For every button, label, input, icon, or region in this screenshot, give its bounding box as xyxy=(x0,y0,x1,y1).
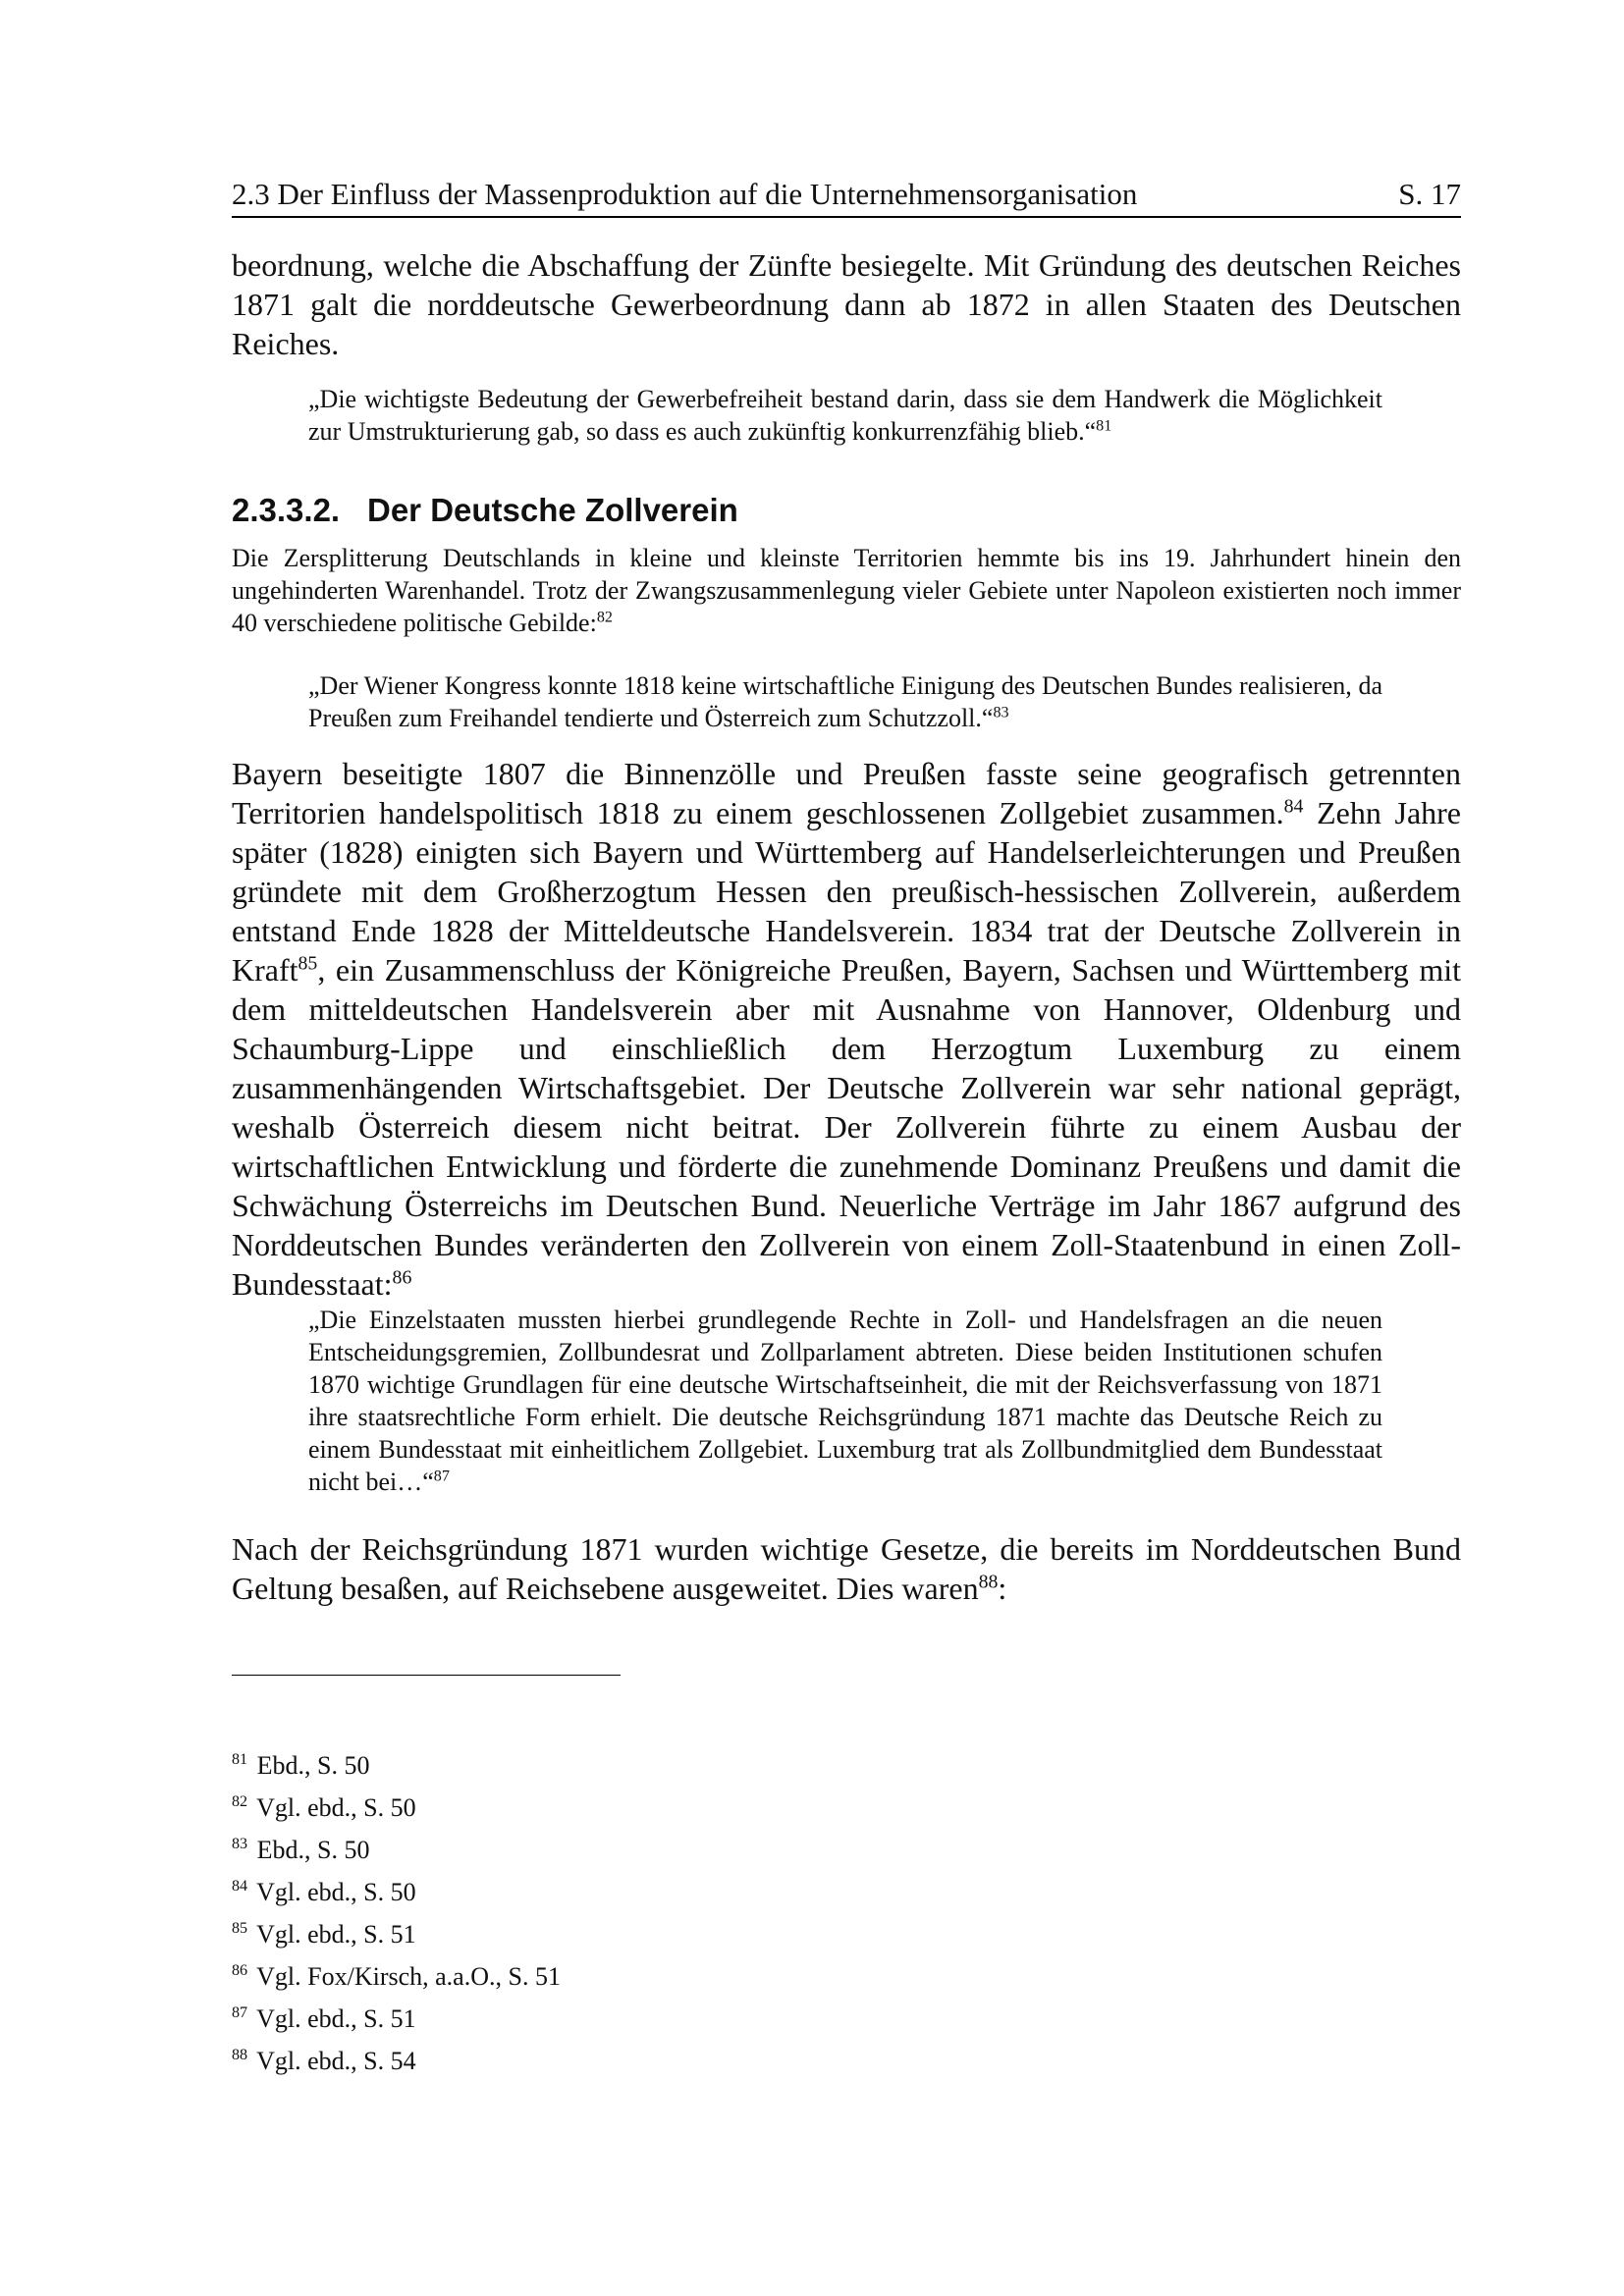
block-quote-1 xyxy=(308,383,1382,448)
footnote xyxy=(232,1744,1017,1787)
quote-1-text: „Die wichtigste Bedeutung der Gewerbefreiheit bestand darin, dass sie dem Handwerk die Möglichkeit zur Umstrukturierung gab, so dass es auch zukünftig konkurrenzfähig blieb.“ xyxy=(308,385,1382,446)
footnote-text: Ebd., S. 50 xyxy=(256,1836,370,1864)
footnote-text: Vgl. ebd., S. 54 xyxy=(256,2047,416,2075)
footnote-text: Vgl. ebd., S. 51 xyxy=(256,2004,416,2033)
footnote xyxy=(232,1955,1017,1998)
footnote-text: Vgl. ebd., S. 50 xyxy=(256,1793,416,1822)
section-heading xyxy=(232,489,738,532)
paragraph-2-part-2: Zehn Jahre später (1828) einigten sich Bayern und Württemberg auf Handelserleichterungen und Preußen gründete mit dem Großherzogtum Hessen den preußisch-hessischen Zollverein, außerdem entstand Ende 1828 der Mitteldeutsche Handelsverein. 1834 trat der Deutsche Zollverein in Kraft xyxy=(232,795,1461,988)
footnote-number: 85 xyxy=(232,1920,248,1938)
block-quote-3 xyxy=(308,1304,1382,1498)
intro-text: beordnung, welche die Abschaffung der Zünfte besiegelte. Mit Gründung des deutschen Reiches 1871 galt die norddeutsche Gewerbeordnung dann ab 1872 in allen Staaten des Deutschen Reiches. xyxy=(232,247,1461,361)
footnote-list xyxy=(232,1744,1017,2082)
footnote-text: Vgl. ebd., S. 50 xyxy=(256,1878,416,1906)
footnote-ref-84[interactable]: 84 xyxy=(1283,795,1304,818)
paragraph-1-text: Die Zersplitterung Deutschlands in kleine und kleinste Territorien hemmte bis ins 19. Jahrhundert hinein den ungehinderten Warenhandel. Trotz der Zwangszusammenlegung vieler Gebiete unter Napoleon existierten noch immer 40 verschiedene politische Gebilde: xyxy=(232,544,1461,637)
section-number: 2.3.3.2. xyxy=(232,492,341,528)
footnote-separator xyxy=(232,1675,621,1676)
footnote-ref-81[interactable]: 81 xyxy=(1096,417,1112,435)
footnote-ref-87[interactable]: 87 xyxy=(433,1468,450,1485)
page-number: S. 17 xyxy=(1398,177,1461,211)
footnote xyxy=(232,1913,1017,1955)
footnote-number: 86 xyxy=(232,1962,248,1980)
footnote-number: 81 xyxy=(232,1751,248,1769)
running-header xyxy=(232,173,1461,218)
paragraph-2 xyxy=(232,754,1461,1304)
footnote-number: 82 xyxy=(232,1793,248,1811)
footnote xyxy=(232,1871,1017,1913)
footnote-text: Ebd., S. 50 xyxy=(256,1751,370,1780)
footnote xyxy=(232,2040,1017,2082)
footnote xyxy=(232,1998,1017,2040)
paragraph-2-part-3: , ein Zusammenschluss der Königreiche Preußen, Bayern, Sachsen und Württemberg mit dem mitteldeutschen Handelsverein aber mit Ausnahme von Hannover, Oldenburg und Schaumburg-Lippe und einschließlich dem Herzogtum Luxemburg zu einem zusammenhängenden Wirtschaftsgebiet. Der Deutsche Zollverein war sehr national geprägt, weshalb Österreich diesem nicht beitrat. Der Zollverein führte zu einem Ausbau der wirtschaftlichen Entwicklung und förderte die zunehmende Dominanz Preußens und damit die Schwächung Österreichs im Deutschen Bund. Neuerliche Verträge im Jahr 1867 aufgrund des Norddeutschen Bundes veränderten den Zollverein von einem Zoll-Staatenbund in einen Zoll-Bundesstaat: xyxy=(232,952,1461,1302)
block-quote-2 xyxy=(308,669,1382,734)
quote-3-text: „Die Einzelstaaten mussten hierbei grundlegende Rechte in Zoll- und Handelsfragen an die neuen Entscheidungsgremien, Zollbundesrat und Zollparlament abtreten. Diese beiden Institutionen schufen 1870 wichtige Grundlagen für eine deutsche Wirtschaftseinheit, die mit der Reichsverfassung von 1871 ihre staatsrechtliche Form erhielt. Die deutsche Reichsgründung 1871 machte das Deutsche Reich zu einem Bundesstaat mit einheitlichem Zollgebiet. Luxemburg trat als Zollbundmitglied dem Bundesstaat nicht bei…“ xyxy=(308,1306,1382,1496)
footnote-ref-88[interactable]: 88 xyxy=(978,1571,999,1593)
section-title: Der Deutsche Zollverein xyxy=(367,492,738,528)
footnote-text: Vgl. Fox/Kirsch, a.a.O., S. 51 xyxy=(256,1962,561,1991)
paragraph-3-text: Nach der Reichsgründung 1871 wurden wichtige Gesetze, die bereits im Norddeutschen Bund Geltung besaßen, auf Reichsebene ausgeweitet. Dies waren xyxy=(232,1531,1461,1606)
paragraph-1 xyxy=(232,542,1461,639)
footnote-number: 87 xyxy=(232,2004,248,2022)
footnote-ref-86[interactable]: 86 xyxy=(392,1266,412,1289)
footnote-ref-85[interactable]: 85 xyxy=(298,952,318,975)
quote-2-text: „Der Wiener Kongress konnte 1818 keine wirtschaftliche Einigung des Deutschen Bundes realisieren, da Preußen zum Freihandel tendierte und Österreich zum Schutzzoll.“ xyxy=(308,671,1382,732)
footnote xyxy=(232,1829,1017,1871)
footnote-text: Vgl. ebd., S. 51 xyxy=(256,1920,416,1949)
footnote-number: 88 xyxy=(232,2047,248,2064)
paragraph-3 xyxy=(232,1529,1461,1608)
intro-paragraph xyxy=(232,245,1461,363)
paragraph-2-part-1: Bayern beseitigte 1807 die Binnenzölle und Preußen fasste seine geografisch getrennten Territorien handelspolitisch 1818 zu einem geschlossenen Zollgebiet zusammen. xyxy=(232,756,1461,830)
header-title: 2.3 Der Einfluss der Massenproduktion auf die Unternehmensorganisation xyxy=(232,177,1138,211)
footnote-number: 83 xyxy=(232,1836,248,1853)
footnote xyxy=(232,1787,1017,1829)
footnote-ref-82[interactable]: 82 xyxy=(596,609,613,626)
footnote-ref-83[interactable]: 83 xyxy=(993,704,1009,721)
footnote-number: 84 xyxy=(232,1878,248,1896)
paragraph-3-tail: : xyxy=(998,1571,1007,1606)
